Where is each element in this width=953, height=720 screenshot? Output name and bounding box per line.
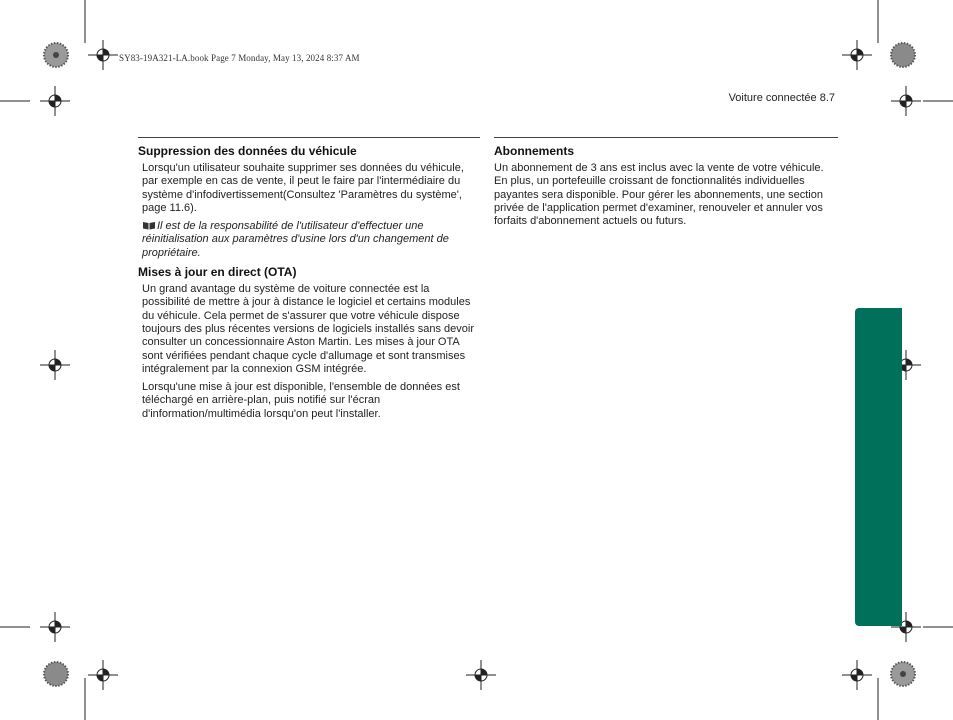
crosshair-icon	[40, 612, 70, 642]
registration-circle-icon	[890, 42, 916, 68]
column-rule	[494, 137, 838, 138]
running-header: Voiture connectée 8.7	[728, 92, 835, 104]
note-text: Il est de la responsabilité de l'utilisateur d'effectuer une réinitialisation aux paramètres d'usine lors d'un changement de propriétaire.	[142, 220, 449, 259]
crosshair-icon	[891, 86, 921, 116]
crosshair-icon	[466, 660, 496, 690]
left-column	[138, 137, 480, 426]
crosshair-icon	[842, 660, 872, 690]
ota-paragraph-2: Lorsqu'une mise à jour est disponible, l'ensemble de données est téléchargé en arrière-plan, puis notifié sur l'écran d'information/multimédia lorsqu'on peut l'installer.	[142, 381, 460, 420]
crosshair-icon	[40, 86, 70, 116]
subscriptions-paragraph: Un abonnement de 3 ans est inclus avec la vente de votre véhicule. En plus, un portefeuille croissant de fonctionnalités individuelles payantes sera disponible. Pour gérer les abonnements, une section privée de l'application permet d'examiner, renouveler et annuler vos forfaits d'abonnement actuels ou futurs.	[494, 162, 824, 228]
registration-circle-icon	[43, 661, 69, 687]
crosshair-icon	[88, 660, 118, 690]
crosshair-icon	[842, 40, 872, 70]
section-title-subscriptions: Abonnements	[494, 144, 575, 158]
book-icon	[142, 221, 156, 230]
section-title-data-deletion: Suppression des données du véhicule	[138, 144, 357, 158]
data-deletion-paragraph: Lorsqu'un utilisateur souhaite supprimer ses données du véhicule, par exemple en cas de vente, il peut le faire par l'intermédiaire du système d'infodivertissement(Consultez 'Paramètres du système', page 11.6).	[142, 162, 464, 214]
right-column	[494, 137, 838, 233]
chapter-tab	[855, 308, 902, 626]
note-paragraph	[142, 220, 480, 260]
crosshair-icon	[40, 350, 70, 380]
ota-paragraph-1: Un grand avantage du système de voiture connectée est la possibilité de mettre à jour à distance le logiciel et certains modules du véhicule. Cela permet de s'assurer que votre véhicule dispose toujours des plus récentes versions de logiciels installés sans devoir consulter un concessionnaire Aston Martin. Les mises à jour OTA sont vérifiées pendant chaque cycle d'allumage et sont transmises intégralement par la connexion GSM intégrée.	[142, 283, 475, 375]
column-rule	[138, 137, 480, 138]
registration-circle-icon	[43, 42, 69, 68]
registration-circle-icon	[890, 661, 916, 687]
section-title-ota: Mises à jour en direct (OTA)	[138, 265, 297, 280]
crosshair-icon	[88, 40, 118, 70]
print-header: SY83-19A321-LA.book Page 7 Monday, May 13, 2024 8:37 AM	[119, 53, 360, 63]
